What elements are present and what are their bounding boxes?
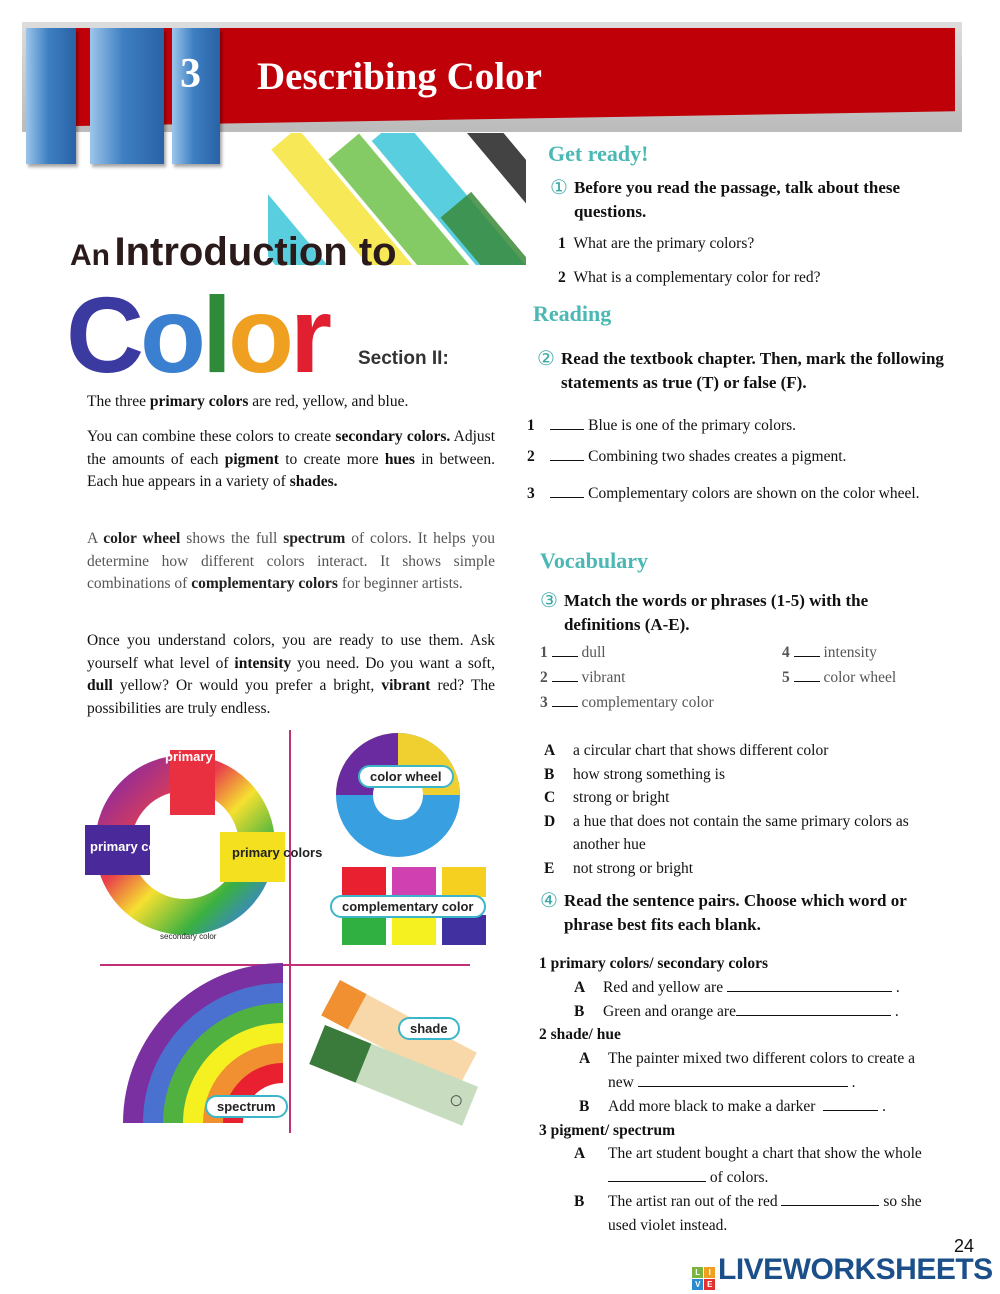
sentence: B Add more black to make a darker . — [579, 1097, 886, 1115]
question-2: 2 What is a complementary color for red? — [558, 269, 821, 286]
match-blank[interactable] — [794, 643, 820, 657]
tf-item-2: 2 Combining two shades creates a pigment. — [527, 448, 847, 465]
label-complementary: complementary color — [330, 895, 486, 918]
label-spectrum: spectrum — [205, 1095, 288, 1118]
get-ready-instruction: ① Before you read the passage, talk about these questions. — [550, 177, 901, 221]
definition-b: B how strong something is — [544, 765, 725, 783]
sentence: B The artist ran out of the red so she used violet instead. — [574, 1192, 922, 1234]
group-title: 1 primary colors/ secondary colors — [539, 955, 769, 972]
intro-heading: An Introduction to — [70, 230, 397, 274]
unit-number: 3 — [180, 51, 201, 97]
answer-blank[interactable] — [823, 1097, 878, 1111]
answer-blank[interactable] — [781, 1192, 879, 1206]
page-title: Describing Color — [257, 55, 542, 98]
sentence: A Red and yellow are . — [574, 978, 900, 996]
header-bar — [26, 28, 76, 164]
question-1: 1 What are the primary colors? — [558, 235, 755, 252]
vocab-word-5: 5 color wheel — [782, 669, 897, 686]
label-shade: shade — [398, 1017, 460, 1040]
live-badge-icon: L I V E — [692, 1267, 715, 1290]
tf-answer-blank[interactable] — [550, 484, 584, 498]
header-bar — [90, 28, 164, 164]
label-primary-right: primary colors — [232, 845, 323, 860]
match-blank[interactable] — [552, 693, 578, 707]
definition-a: A a circular chart that shows different color — [544, 742, 829, 759]
sentence: A The painter mixed two different colors to create a new . — [579, 1050, 916, 1091]
paragraph-3: A color wheel shows the full spectrum of colors. It helps you determine how different colors interact. It shows simple combinations of complementary colors for beginner artists. — [87, 530, 496, 593]
definition-c: C strong or bright — [544, 789, 670, 806]
vocabulary-heading: Vocabulary — [540, 548, 648, 573]
tf-answer-blank[interactable] — [550, 416, 584, 430]
sentence: B Green and orange are . — [574, 1002, 899, 1020]
label-primary-top: primary colors — [165, 749, 256, 764]
paragraph-4: Once you understand colors, you are ready to use them. Ask yourself what level of intensity you need. Do you want a soft, dull yellow? Or would you prefer a bright, vibrant red? The possibilities are truly endless. — [87, 632, 495, 717]
reading-heading: Reading — [533, 301, 612, 326]
answer-blank[interactable] — [608, 1168, 706, 1182]
tf-item-3: 3 Complementary colors are shown on the color wheel. — [527, 485, 920, 502]
paragraph-1: The three primary colors are red, yellow, and blue. — [87, 393, 409, 410]
match-blank[interactable] — [552, 668, 578, 682]
match-blank[interactable] — [794, 668, 820, 682]
logo-letter: l — [201, 274, 228, 395]
vocab-word-3: 3 complementary color — [540, 694, 714, 711]
color-logo — [66, 272, 328, 397]
answer-blank[interactable] — [727, 978, 892, 992]
tf-answer-blank[interactable] — [550, 447, 584, 461]
sentence-pairs — [539, 952, 934, 1238]
sentence: A The art student bought a chart that show the whole of colors. — [574, 1145, 922, 1187]
label-color-wheel: color wheel — [358, 765, 454, 788]
logo-letter: C — [66, 274, 140, 395]
match-blank[interactable] — [552, 643, 578, 657]
label-secondary: secondary color — [160, 932, 217, 941]
sentences-instruction: ④ Read the sentence pairs. Choose which word or phrase best fits each blank. — [540, 890, 907, 934]
group-title: 2 shade/ hue — [539, 1026, 621, 1044]
vocabulary-instruction: ③ Match the words or phrases (1-5) with the definitions (A-E). — [540, 590, 869, 634]
vocab-word-2: 2 vibrant — [540, 669, 626, 686]
page-number: 24 — [954, 1236, 975, 1256]
section-label: Section II: — [358, 348, 449, 369]
definition-e: E not strong or bright — [544, 859, 694, 877]
vocab-word-1: 1 dull — [540, 644, 606, 661]
logo-letter: r — [289, 274, 329, 395]
definitions-list — [544, 739, 914, 880]
logo-letter: o — [140, 274, 202, 395]
paragraph-2: You can combine these colors to create secondary colors. Adjust the amounts of each pigment to create more hues in between. Each hue appears in a variety of shades. — [87, 428, 496, 491]
reading-instruction: ② Read the textbook chapter. Then, mark the following statements as true (T) or false (F). — [537, 348, 944, 392]
group-title: 3 pigment/ spectrum — [539, 1121, 676, 1139]
answer-blank[interactable] — [638, 1073, 848, 1087]
liveworksheets-logo[interactable]: L I V E LIVEWORKSHEETS — [692, 1253, 993, 1290]
answer-blank[interactable] — [736, 1002, 891, 1016]
logo-letter: o — [228, 274, 290, 395]
get-ready-heading: Get ready! — [548, 141, 649, 166]
color-illustration — [80, 725, 500, 1133]
tf-item-1: 1 Blue is one of the primary colors. — [527, 417, 797, 434]
definition-d: D a hue that does not contain the same primary colors as another hue — [544, 812, 909, 853]
label-primary-left: primary colors — [90, 839, 181, 854]
vocab-word-4: 4 intensity — [782, 644, 877, 661]
